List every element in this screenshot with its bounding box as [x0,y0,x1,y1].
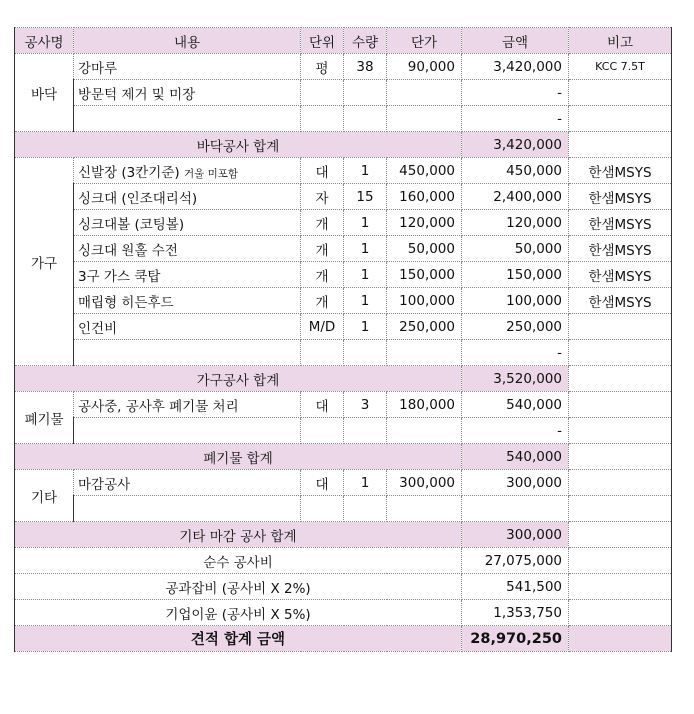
note-cell: 한샘MSYS [569,210,672,236]
amount-cell: - [462,340,569,366]
item-cell [74,314,301,340]
table-row [15,262,672,288]
category-cell: 기타 [15,470,74,522]
price-cell [387,496,462,522]
amount-cell: 50,000 [462,236,569,262]
total-amount: 541,500 [462,574,569,600]
item-label: 강마루 [78,60,118,77]
category-cell: 폐기물 [15,392,74,444]
note-cell [569,496,672,522]
header-cell: 공사명 [15,28,74,54]
item-label: 싱크대 원홀 수전 [78,242,178,259]
subtotal-amount: 3,420,000 [462,132,569,158]
header-cell: 비고 [569,28,672,54]
price-cell: 160,000 [387,184,462,210]
note-cell [569,340,672,366]
item-extra-note: 거울 미포함 [183,167,239,180]
total-row [15,548,672,574]
note-cell [569,418,672,444]
item-cell [74,106,301,132]
qty-cell [344,418,387,444]
item-cell [74,262,301,288]
item-cell [74,418,301,444]
amount-cell: 450,000 [462,158,569,184]
qty-cell: 15 [344,184,387,210]
table-row [15,80,672,106]
item-cell [74,184,301,210]
price-cell [387,418,462,444]
subtotal-row [15,444,672,470]
price-cell [387,106,462,132]
subtotal-row [15,132,672,158]
grand-total-amount: 28,970,250 [462,626,569,652]
total-row [15,600,672,626]
subtotal-label: 바닥공사 합계 [15,132,462,158]
item-cell [74,236,301,262]
total-row [15,574,672,600]
grand-total-row [15,626,672,652]
item-label: 싱크대 (인조대리석) [78,190,198,207]
note-cell: 한샘MSYS [569,262,672,288]
qty-cell: 1 [344,262,387,288]
price-cell: 100,000 [387,288,462,314]
unit-cell: 개 [301,288,344,314]
item-cell [74,392,301,418]
unit-cell: 평 [301,54,344,80]
table-row [15,236,672,262]
item-cell [74,80,301,106]
unit-cell [301,340,344,366]
subtotal-amount: 300,000 [462,522,569,548]
price-cell [387,80,462,106]
table-row [15,158,672,184]
grand-total-label: 견적 합계 금액 [15,626,462,652]
note-cell [569,106,672,132]
table-row [15,54,672,80]
amount-cell: - [462,418,569,444]
subtotal-label: 폐기물 합계 [15,444,462,470]
amount-cell: 100,000 [462,288,569,314]
note-cell: KCC 7.5T [569,54,672,80]
amount-cell: 2,400,000 [462,184,569,210]
category-cell: 가구 [15,158,74,366]
header-cell: 금액 [462,28,569,54]
item-cell [74,288,301,314]
item-label: 방문턱 제거 및 미장 [78,86,196,103]
unit-cell [301,496,344,522]
subtotal-amount: 3,520,000 [462,366,569,392]
header-cell: 수량 [344,28,387,54]
item-label: 공사중, 공사후 폐기물 처리 [78,398,239,415]
item-cell [74,54,301,80]
note-cell [569,574,672,600]
amount-cell: 3,420,000 [462,54,569,80]
unit-cell: 개 [301,262,344,288]
note-cell [569,392,672,418]
qty-cell: 1 [344,288,387,314]
note-cell: 한샘MSYS [569,184,672,210]
amount-cell: - [462,106,569,132]
note-cell [569,132,672,158]
note-cell [569,522,672,548]
item-cell [74,158,301,184]
qty-cell: 1 [344,210,387,236]
total-amount: 1,353,750 [462,600,569,626]
table-row [15,210,672,236]
amount-cell: 300,000 [462,470,569,496]
note-cell [569,470,672,496]
unit-cell: M/D [301,314,344,340]
total-amount: 27,075,000 [462,548,569,574]
header-cell: 단위 [301,28,344,54]
item-cell [74,340,301,366]
estimate-table [14,27,672,652]
qty-cell: 1 [344,470,387,496]
subtotal-row [15,366,672,392]
note-cell [569,366,672,392]
header-cell: 내용 [74,28,301,54]
unit-cell: 대 [301,470,344,496]
amount-cell: 540,000 [462,392,569,418]
category-cell: 바닥 [15,54,74,132]
subtotal-amount: 540,000 [462,444,569,470]
qty-cell: 38 [344,54,387,80]
amount-cell: 250,000 [462,314,569,340]
unit-cell [301,106,344,132]
subtotal-label: 기타 마감 공사 합계 [15,522,462,548]
table-row [15,392,672,418]
header-cell: 단가 [387,28,462,54]
table-row [15,314,672,340]
item-label: 인건비 [78,320,118,337]
price-cell: 180,000 [387,392,462,418]
note-cell [569,548,672,574]
item-label: 싱크대볼 (코팅볼) [78,216,185,233]
table-row [15,340,672,366]
qty-cell [344,106,387,132]
unit-cell: 자 [301,184,344,210]
header-row [15,28,672,54]
amount-cell: 120,000 [462,210,569,236]
item-label: 마감공사 [78,476,131,493]
qty-cell [344,80,387,106]
price-cell: 250,000 [387,314,462,340]
subtotal-label: 가구공사 합계 [15,366,462,392]
unit-cell: 대 [301,392,344,418]
table-row [15,184,672,210]
item-label: 매립형 히든후드 [78,294,174,311]
note-cell [569,444,672,470]
subtotal-row [15,522,672,548]
unit-cell: 개 [301,236,344,262]
unit-cell: 대 [301,158,344,184]
qty-cell [344,496,387,522]
estimate-body [15,28,672,652]
unit-cell: 개 [301,210,344,236]
item-cell [74,496,301,522]
unit-cell [301,80,344,106]
total-label: 공과잡비 (공사비 X 2%) [15,574,462,600]
qty-cell: 1 [344,236,387,262]
item-cell [74,470,301,496]
note-cell: 한샘MSYS [569,288,672,314]
qty-cell: 1 [344,158,387,184]
table-row [15,106,672,132]
table-row [15,496,672,522]
amount-cell: 150,000 [462,262,569,288]
table-row [15,470,672,496]
item-cell [74,210,301,236]
note-cell: 한샘MSYS [569,158,672,184]
qty-cell: 3 [344,392,387,418]
total-label: 순수 공사비 [15,548,462,574]
price-cell [387,340,462,366]
note-cell [569,80,672,106]
price-cell: 450,000 [387,158,462,184]
qty-cell: 1 [344,314,387,340]
item-label: 3구 가스 쿡탑 [78,268,161,285]
table-row [15,288,672,314]
note-cell [569,600,672,626]
price-cell: 50,000 [387,236,462,262]
price-cell: 120,000 [387,210,462,236]
price-cell: 300,000 [387,470,462,496]
note-cell: 한샘MSYS [569,236,672,262]
amount-cell: - [462,80,569,106]
amount-cell [462,496,569,522]
qty-cell [344,340,387,366]
price-cell: 90,000 [387,54,462,80]
unit-cell [301,418,344,444]
note-cell [569,626,672,652]
item-label: 신발장 (3칸기준) [78,164,180,181]
table-row [15,418,672,444]
total-label: 기업이윤 (공사비 X 5%) [15,600,462,626]
price-cell: 150,000 [387,262,462,288]
note-cell [569,314,672,340]
